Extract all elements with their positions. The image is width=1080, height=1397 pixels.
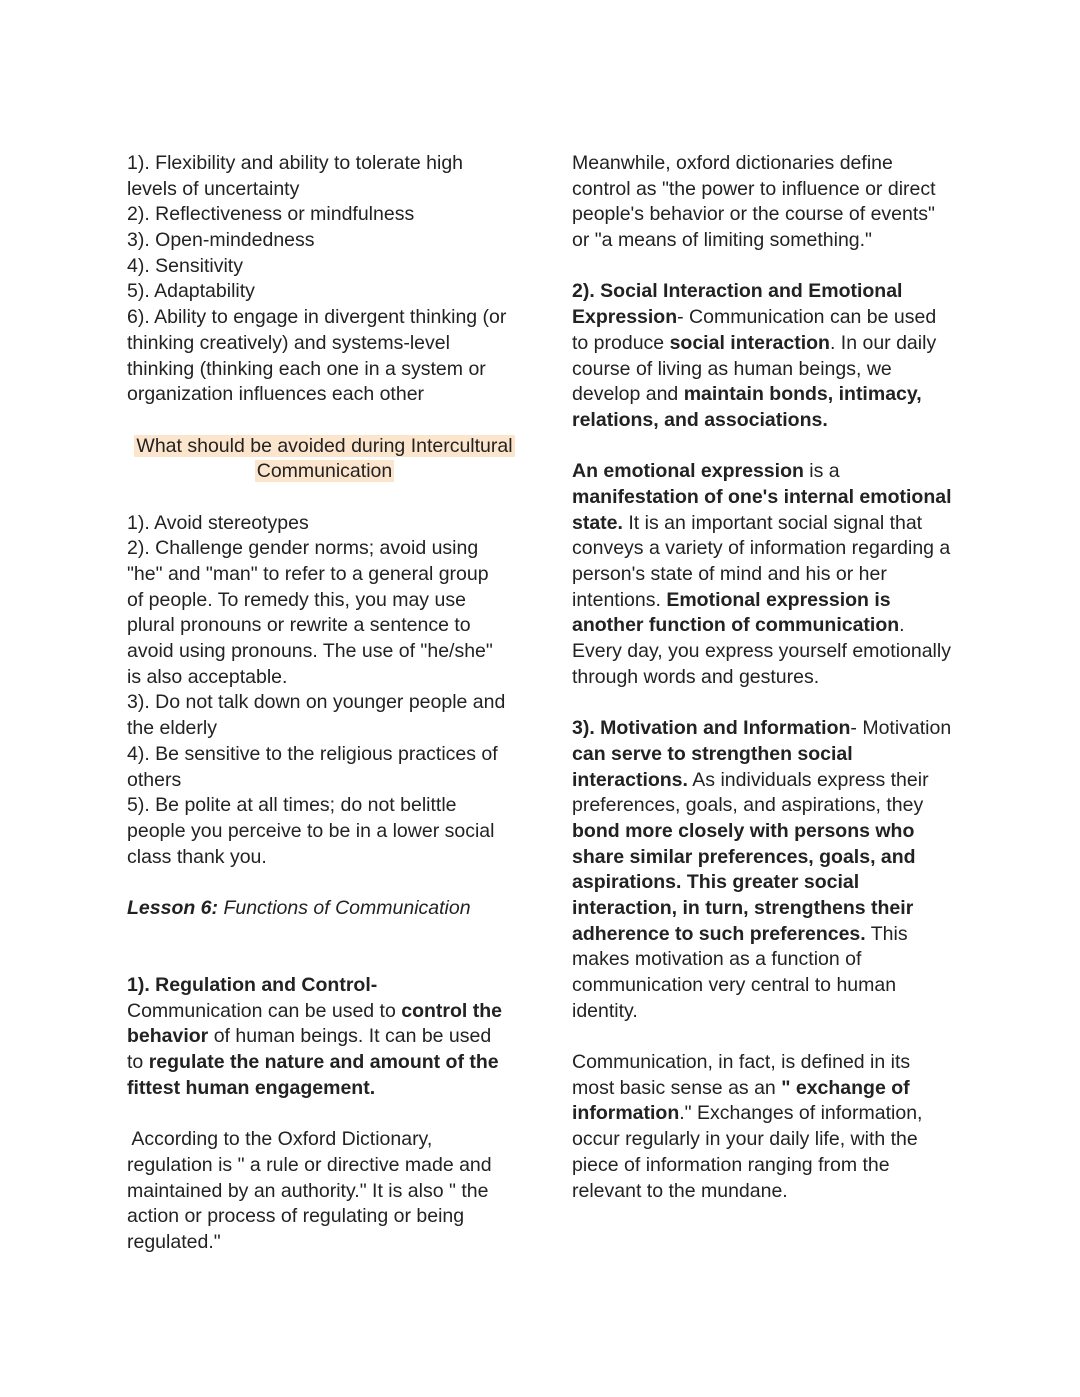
paragraph-text: of human beings. It can be used: [208, 1025, 492, 1048]
intercultural-qualities-list: [127, 151, 522, 408]
list-item: 3). Do not talk down on younger people and: [127, 691, 506, 714]
emotional-expression-section: [572, 459, 964, 690]
emphasis-text: maintain bonds, intimacy,: [683, 383, 922, 406]
exchange-section: [572, 1050, 964, 1204]
list-item: is also acceptable.: [127, 665, 288, 688]
paragraph-line: piece of information ranging from the: [572, 1153, 890, 1176]
emphasis-text: control the: [401, 999, 502, 1022]
list-item: of people. To remedy this, you may use: [127, 588, 466, 611]
list-item: others: [127, 768, 182, 791]
paragraph-text: most basic sense as an: [572, 1076, 782, 1099]
paragraph-text: ." Exchanges of information,: [679, 1102, 923, 1125]
list-item: plural pronouns or rewrite a sentence to: [127, 614, 471, 637]
emphasis-text: Emotional expression is: [666, 588, 891, 611]
paragraph-line: relevant to the mundane.: [572, 1179, 788, 1202]
emphasis-text: relations, and associations.: [572, 408, 828, 431]
paragraph-line: conveys a variety of information regarding a: [572, 537, 951, 560]
paragraph-line: people's behavior or the course of events": [572, 203, 935, 226]
paragraph-text: This: [865, 922, 908, 945]
social-interaction-section: [572, 279, 964, 433]
list-item: people you perceive to be in a lower social: [127, 819, 495, 842]
paragraph-line: person's state of mind and his or her: [572, 563, 887, 585]
list-item: 6). Ability to engage in divergent thinking (or: [127, 306, 507, 329]
regulation-section: [127, 973, 522, 1101]
list-item: 2). Reflectiveness or mindfulness: [127, 203, 415, 226]
list-item: 5). Adaptability: [127, 280, 255, 303]
emphasis-text: interaction, in turn, strengthens their: [572, 896, 914, 919]
paragraph-line: Communication, in fact, is defined in its: [572, 1051, 911, 1074]
paragraph-line: maintained by an authority." It is also " the: [127, 1179, 489, 1202]
emphasis-text: social interaction: [669, 331, 830, 354]
paragraph-text: As individuals express their: [687, 768, 929, 791]
list-item: thinking creatively) and systems-level: [127, 331, 450, 354]
paragraph-text: to produce: [572, 331, 670, 354]
list-item: avoid using pronouns. The use of "he/she": [127, 640, 493, 663]
paragraph-line: control as "the power to influence or direct: [572, 177, 936, 200]
avoid-heading-line: Communication: [256, 460, 393, 483]
section-heading: Expression: [572, 306, 678, 329]
paragraph-line: Meanwhile, oxford dictionaries define: [572, 152, 893, 174]
paragraph-text: Communication can be used to: [127, 999, 402, 1022]
avoid-list: [127, 511, 522, 871]
lesson-label: Lesson 6:: [127, 896, 219, 919]
list-item: class thank you.: [127, 845, 267, 868]
emphasis-text: fittest human engagement.: [127, 1076, 376, 1099]
lesson-name: Functions of Communication: [218, 896, 471, 919]
section-heading: 2). Social Interaction and Emotional: [572, 280, 903, 303]
list-item: 4). Sensitivity: [127, 254, 243, 277]
avoid-heading: [127, 434, 522, 485]
paragraph-line: makes motivation as a function of: [572, 948, 862, 971]
left-column: [127, 151, 522, 1256]
emphasis-text: bond more closely with persons who: [572, 819, 915, 842]
paragraph-line: regulated.": [127, 1230, 221, 1253]
control-definition: [572, 151, 964, 254]
paragraph-line: According to the Oxford Dictionary,: [127, 1128, 433, 1151]
paragraph-text: to: [127, 1051, 149, 1074]
paragraph-text: is a: [803, 460, 840, 483]
list-item: 2). Challenge gender norms; avoid using: [127, 537, 479, 560]
paragraph-line: identity.: [572, 999, 638, 1022]
paragraph-text: It is an important social signal that: [622, 511, 923, 534]
paragraph-line: through words and gestures.: [572, 665, 820, 688]
paragraph-line: action or process of regulating or being: [127, 1205, 465, 1228]
avoid-heading-line: What should be avoided during Intercultural: [136, 434, 513, 457]
emphasis-text: another function of communication: [572, 614, 900, 637]
paragraph-line: course of living as human beings, we: [572, 357, 892, 380]
emphasis-text: manifestation of one's internal emotional: [572, 485, 952, 508]
emphasis-text: share similar preferences, goals, and: [572, 845, 916, 868]
emphasis-text: can serve to strengthen social: [572, 742, 853, 765]
emphasis-text: " exchange of: [781, 1076, 910, 1099]
paragraph-text: - Motivation: [850, 717, 952, 740]
paragraph-line: preferences, goals, and aspirations, they: [572, 794, 924, 817]
paragraph-text: develop and: [572, 383, 684, 406]
paragraph-line: Every day, you express yourself emotionally: [572, 640, 951, 663]
paragraph-text: . In our daily: [829, 331, 937, 354]
section-heading: 3). Motivation and Information: [572, 717, 851, 740]
list-item: thinking (thinking each one in a system or: [127, 357, 486, 380]
emphasis-text: regulate the nature and amount of the: [148, 1051, 499, 1074]
list-item: 5). Be polite at all times; do not belittle: [127, 794, 457, 817]
emphasis-text: adherence to such preferences.: [572, 922, 866, 945]
right-column: [572, 151, 964, 1204]
list-item: the elderly: [127, 717, 217, 740]
list-item: 1). Avoid stereotypes: [127, 511, 309, 534]
motivation-section: [572, 716, 964, 1024]
emphasis-text: interactions.: [572, 768, 688, 791]
paragraph-text: - Communication can be used: [677, 306, 937, 329]
paragraph-line: communication very central to human: [572, 974, 897, 996]
emphasis-text: information: [572, 1102, 680, 1125]
paragraph-text: intentions.: [572, 588, 667, 611]
emphasis-text: An emotional expression: [572, 460, 804, 483]
paragraph-text: .: [899, 614, 905, 637]
list-item: levels of uncertainty: [127, 177, 300, 200]
emphasis-text: aspirations. This greater social: [572, 871, 860, 894]
paragraph-line: regulation is " a rule or directive made and: [127, 1153, 492, 1176]
list-item: "he" and "man" to refer to a general group: [127, 563, 489, 585]
section-heading: 1). Regulation and Control-: [127, 974, 378, 996]
emphasis-text: behavior: [127, 1025, 209, 1048]
paragraph-line: occur regularly in your daily life, with the: [572, 1128, 918, 1151]
list-item: 1). Flexibility and ability to tolerate high: [127, 152, 464, 174]
list-item: organization influences each other: [127, 383, 425, 406]
oxford-definition: [127, 1127, 522, 1255]
list-item: 3). Open-mindedness: [127, 229, 315, 252]
paragraph-line: or "a means of limiting something.": [572, 229, 872, 252]
emphasis-text: state.: [572, 511, 623, 534]
lesson-title: [127, 896, 522, 922]
list-item: 4). Be sensitive to the religious practices of: [127, 742, 498, 765]
